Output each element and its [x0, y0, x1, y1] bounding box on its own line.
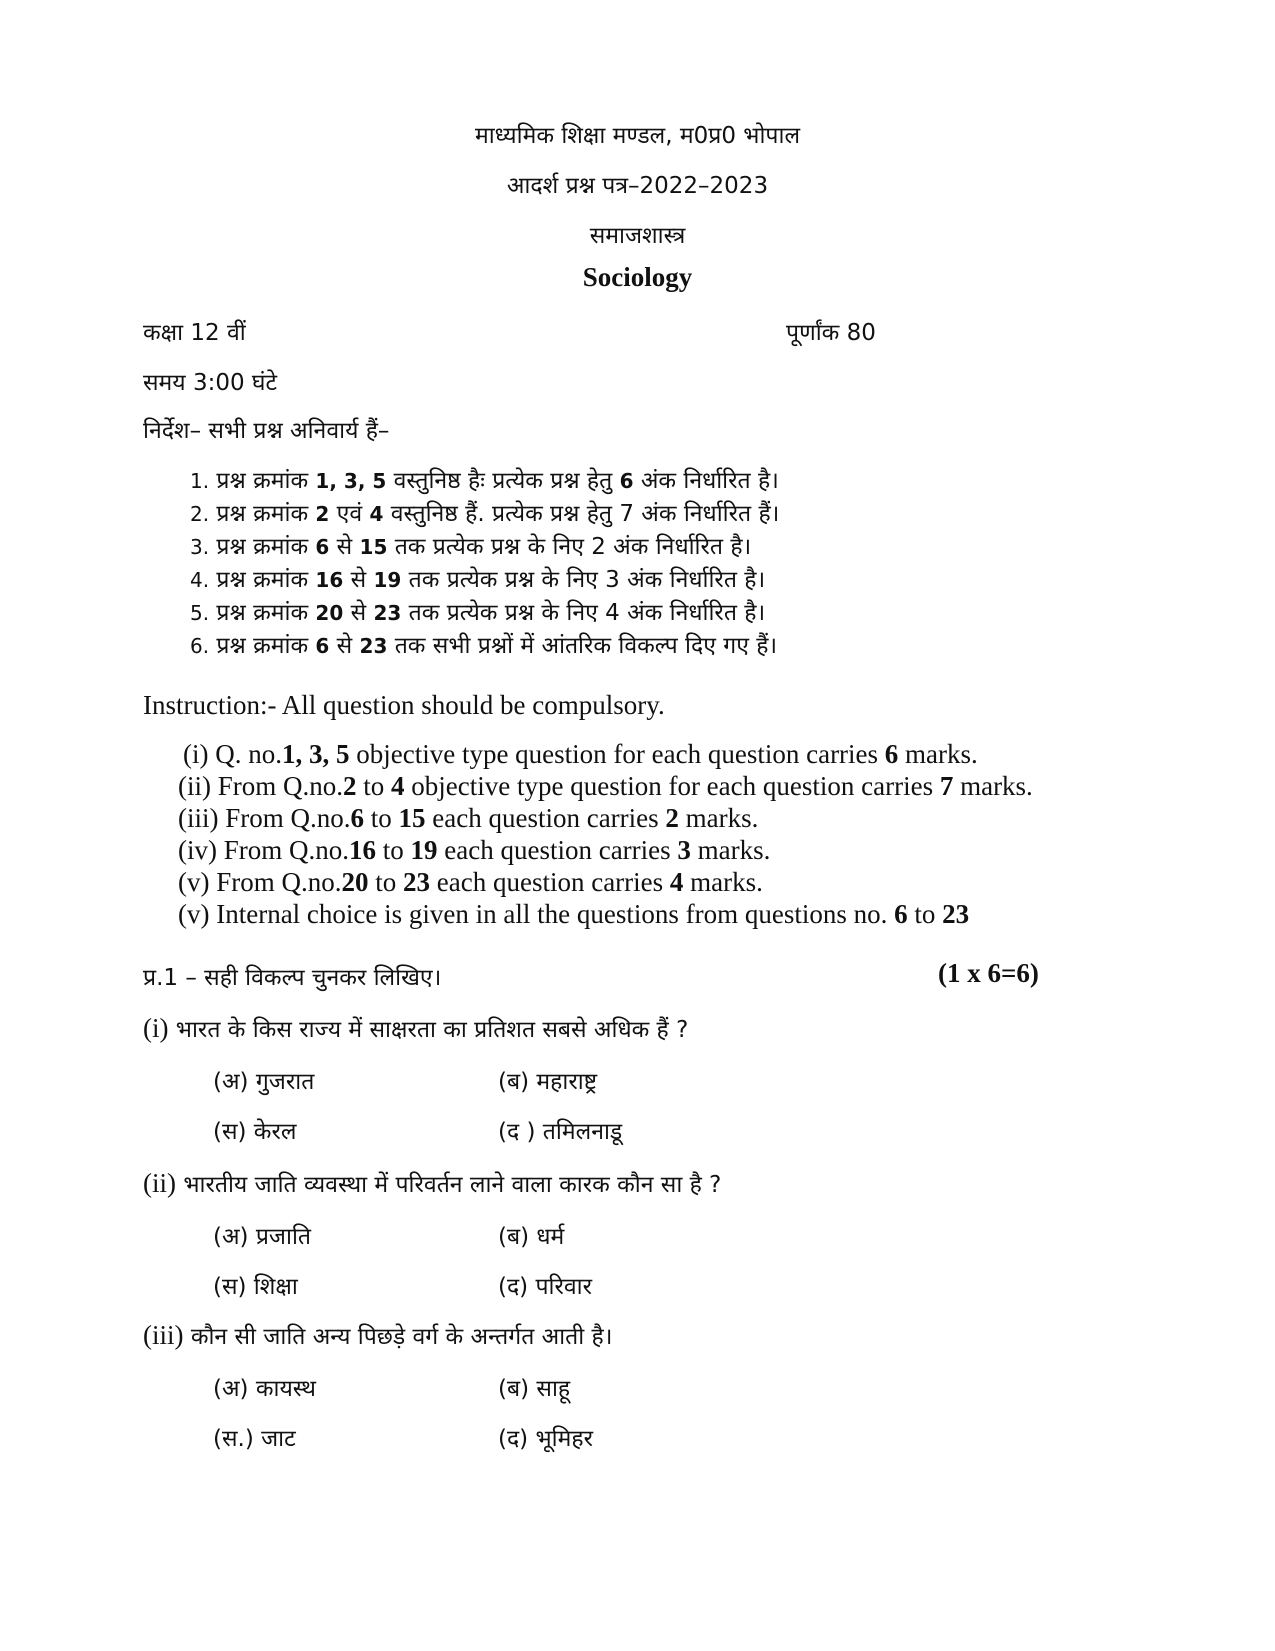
answer-option: (द) भूमिहर	[498, 1426, 593, 1452]
instructions-english-heading: Instruction:- All question should be compulsory.	[143, 690, 665, 720]
question-1-marks: (1 x 6=6)	[938, 958, 1039, 988]
instruction-hindi-item: 5. प्रश्न क्रमांक 20 से 23 तक प्रत्येक प्रश्न के निए 4 अंक निर्धारित है।	[190, 600, 766, 626]
instruction-english-item: (ii) From Q.no.2 to 4 objective type question for each question carries 7 marks.	[178, 771, 1033, 801]
instruction-english-item: (iv) From Q.no.16 to 19 each question carries 3 marks.	[178, 835, 771, 865]
instruction-english-item: (iii) From Q.no.6 to 15 each question carries 2 marks.	[178, 803, 759, 833]
answer-option: (ब) महाराष्ट्र	[498, 1069, 598, 1095]
instruction-english-item: (v) From Q.no.20 to 23 each question carries 4 marks.	[178, 867, 763, 897]
instruction-hindi-item: 2. प्रश्न क्रमांक 2 एवं 4 वस्तुनिष्ठ हैं. प्रत्येक प्रश्न हेतु 7 अंक निर्धारित हैं।	[190, 501, 780, 527]
sub-question: (iii) कौन सी जाति अन्य पिछड़े वर्ग के अन्तर्गत आती है।	[143, 1320, 613, 1350]
answer-option: (ब) साहू	[498, 1376, 571, 1402]
answer-option: (द ) तमिलनाडू	[498, 1119, 623, 1145]
question-1-label: प्र.1 – सही विकल्प चुनकर लिखिए।	[143, 965, 442, 991]
instruction-hindi-item: 3. प्रश्न क्रमांक 6 से 15 तक प्रत्येक प्रश्न के निए 2 अंक निर्धारित है।	[190, 534, 752, 560]
instruction-hindi-item: 6. प्रश्न क्रमांक 6 से 23 तक सभी प्रश्नों में आंतरिक विकल्प दिए गए हैं।	[190, 633, 778, 659]
instruction-english-item: (v) Internal choice is given in all the questions from questions no. 6 to 23	[178, 899, 970, 929]
instructions-hindi-heading: निर्देश– सभी प्रश्न अनिवार्य हैं–	[143, 418, 390, 444]
subject-english: Sociology	[582, 262, 693, 292]
instruction-english-item: (i) Q. no.1, 3, 5 objective type question for each question carries 6 marks.	[183, 739, 978, 769]
instruction-hindi-item: 4. प्रश्न क्रमांक 16 से 19 तक प्रत्येक प्रश्न के निए 3 अंक निर्धारित है।	[190, 567, 766, 593]
full-marks-label: पूर्णांक 80	[786, 320, 876, 346]
instruction-hindi-item: 1. प्रश्न क्रमांक 1, 3, 5 वस्तुनिष्ठ हैः प्रत्येक प्रश्न हेतु 6 अंक निर्धारित है।	[190, 468, 779, 494]
answer-option: (द) परिवार	[498, 1274, 593, 1300]
answer-option: (स) केरल	[213, 1119, 297, 1145]
answer-option: (ब) धर्म	[498, 1224, 565, 1250]
time-label: समय 3:00 घंटे	[143, 370, 278, 396]
answer-option: (अ) प्रजाति	[213, 1224, 312, 1250]
board-name: माध्यमिक शिक्षा मण्डल, म0प्र0 भोपाल	[474, 123, 801, 149]
answer-option: (अ) कायस्थ	[213, 1376, 316, 1402]
class-label: कक्षा 12 वीं	[143, 320, 246, 346]
paper-title: आदर्श प्रश्न पत्र–2022–2023	[506, 173, 769, 199]
answer-option: (अ) गुजरात	[213, 1069, 315, 1095]
subject-hindi: समाजशास्त्र	[589, 223, 686, 249]
answer-option: (स.) जाट	[213, 1426, 296, 1452]
sub-question: (i) भारत के किस राज्य में साक्षरता का प्रतिशत सबसे अधिक हैं ?	[143, 1013, 689, 1043]
answer-option: (स) शिक्षा	[213, 1274, 298, 1300]
sub-question: (ii) भारतीय जाति व्यवस्था में परिवर्तन लाने वाला कारक कौन सा है ?	[143, 1168, 722, 1198]
